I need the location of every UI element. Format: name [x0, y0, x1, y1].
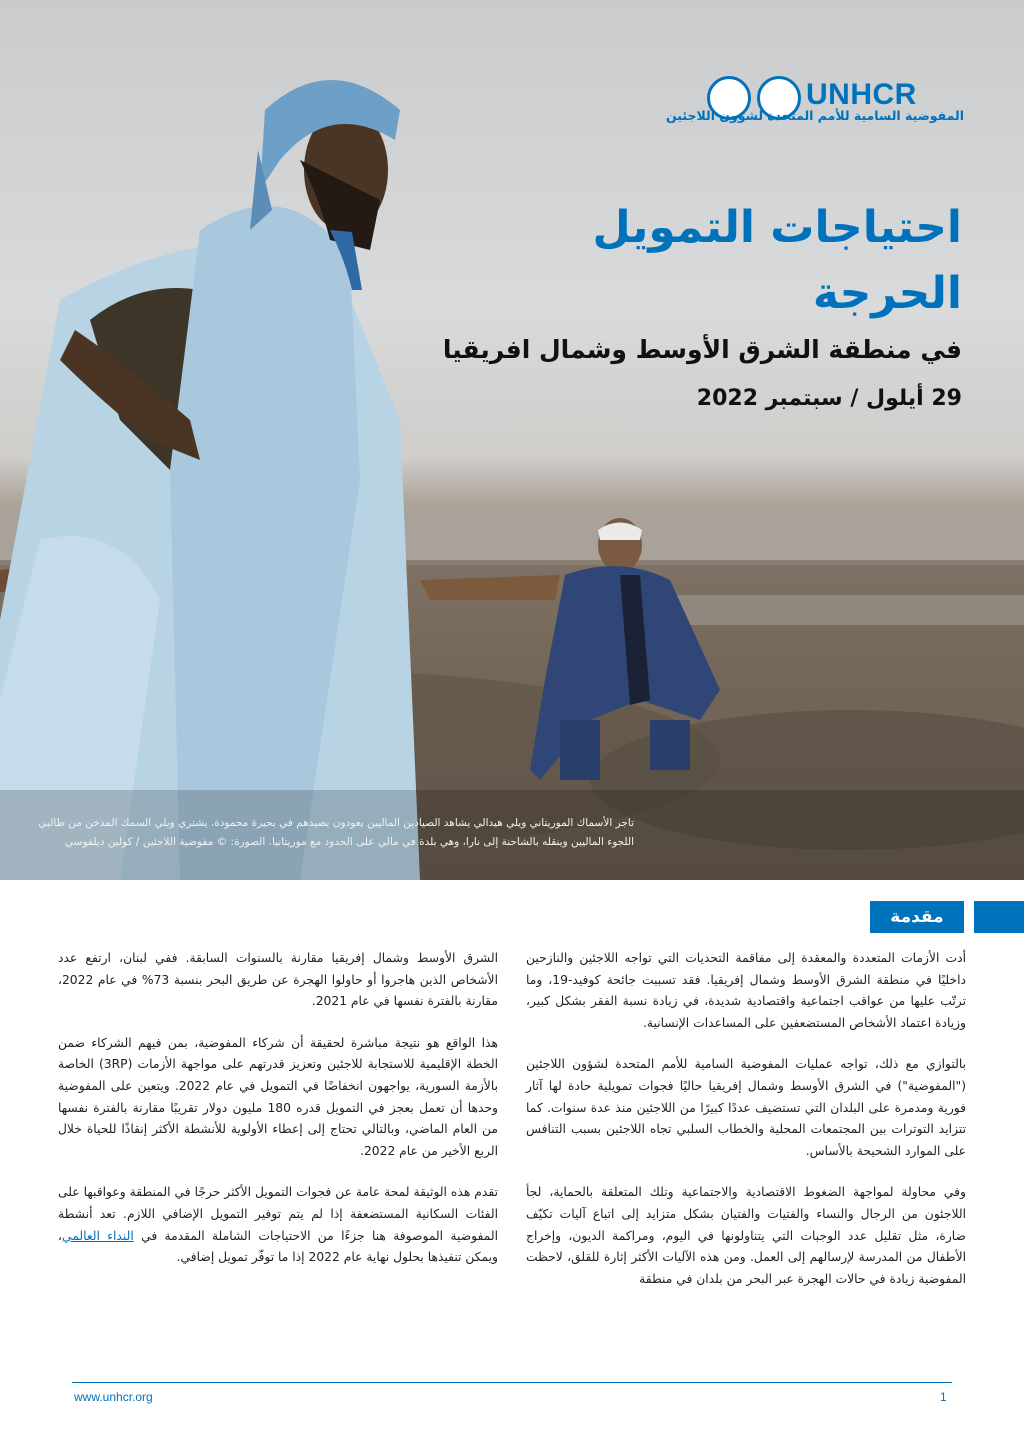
unhcr-logo [574, 76, 964, 132]
paragraph: أدت الأزمات المتعددة والمعقدة إلى مفاقمة التحديات التي تواجه اللاجئين والنازحين داخليًا في منطقة الشرق الأوسط وشمال إفريقيا. فقد تسببت جائحة كوفيد-19، وما ترتّب عليها من عواقب اجتماعية واقتصادية شديدة، في زيادة نسبة الفقر بشكل كبير، وزيادة اعتماد الأشخاص المستضعفين على المساعدات الإنسانية. [526, 951, 966, 1030]
page-subtitle: في منطقة الشرق الأوسط وشمال افريقيا [442, 335, 962, 364]
title-block [442, 195, 962, 411]
page-title-line1: احتياجات التمويل [592, 202, 962, 253]
footer-url-link[interactable]: www.unhcr.org [74, 1390, 153, 1404]
paragraph: وفي محاولة لمواجهة الضغوط الاقتصادية والاجتماعية وتلك المتعلقة بالحماية، لجأ اللاجئون من الرجال والنساء والفتيات والفتيان بشكل متزايد إلى اتباع آليات تكيّف ضارة، مثل تقليل عدد الوجبات التي يتناولونها في اليوم، ومراكمة الديون، وإخراج الأطفال من المدرسة لإرسالهم إلى العمل. ومن هذه الآليات الأكثر إثارة للقلق، لاحظت المفوضية زيادة في حالات الهجرة عبر البحر من بلدان في منطقة [526, 1185, 966, 1286]
photo-caption: تاجر الأسماك الموريتاني ويلي هيدالي يشاهد الصيادين الماليين يعودون بصيدهم في بحيرة محمودة. يشتري ويلي السمك المدخن من طالبي اللجوء الماليين وينقله بالشاحنة إلى نارا، وهي بلدة في مالي على الحدود مع موريتانيا. الصورة: © مفوضية اللاجئين / كولين ديلفوسي [38, 817, 634, 848]
paragraph: هذا الواقع هو نتيجة مباشرة لحقيقة أن شركاء المفوضية، بمن فيهم الشركاء ضمن الخطة الإقليمية للاستجابة للاجئين وتعزيز قدرتهم على مواجهة الأزمات (3RP) الخاصة بالأزمة السورية، يواجهون انخفاضًا في التمويل في عام 2022. ويتعين على المفوضية وحدها أن تعمل بعجز في التمويل قدره 180 مليون دولار تقريبًا مقارنة بالفترة نفسها من العام الماضي، وبالتالي تحتاج إلى إعطاء الأولوية للأنشطة الأكثر إنقاذًا للحياة خلال الربع الأخير من عام 2022. [58, 1035, 499, 1158]
section-bar-accent [974, 901, 1024, 933]
body-column-right [526, 948, 966, 1310]
paragraph [58, 1182, 498, 1268]
footer-divider [72, 1382, 952, 1383]
paragraph: الشرق الأوسط وشمال إفريقيا مقارنة بالسنوات السابقة. ففي لبنان، ارتفع عدد الأشخاص الذين هاجروا أو حاولوا الهجرة عن طريق البحر بنسبة 73% في عام 2022، مقارنة بالفترة نفسها في عام 2021. [58, 951, 498, 1009]
paragraph-text: ، ويمكن تنفيذها بحلول نهاية عام 2022 إذا ما توفّر تمويل إضافي. [58, 1228, 498, 1265]
page-date: 29 أيلول / سبتمبر 2022 [696, 386, 962, 411]
body-column-left [58, 948, 498, 1289]
logo-subtitle: المفوضية السامية للأمم المتحدة لشؤون اللاجئين [666, 108, 964, 123]
section-heading: مقدمة [870, 901, 964, 933]
page-number: 1 [940, 1390, 947, 1404]
standing-man-figure [0, 80, 420, 880]
paragraph-text: تقدم هذه الوثيقة لمحة عامة عن فجوات التمويل الأكثر حرجًا في المنطقة وعواقبها على الفئات السكانية المستضعفة إذا لم يتم توفير التمويل الإضافي اللازم. تعد أنشطة المفوضية الموصوفة هنا جزءًا من الاحتياجات الشاملة المقدمة في [58, 1185, 498, 1243]
page-title-line2: الحرجة [812, 268, 962, 319]
paragraph: بالتوازي مع ذلك، تواجه عمليات المفوضية السامية للأمم المتحدة لشؤون اللاجئين ("المفوضية") في الشرق الأوسط وشمال إفريقيا حاليًا فجوات تمويلية حادة لها آثار فورية ومدمرة على البلدان التي تستضيف عددًا كبيرًا من اللاجئين منذ عدة سنوات. كما تتزايد التوترات بين المجتمعات المحلية والخطاب السلبي تجاه اللاجئين بسبب التنافس على الموارد الشحيحة بالأساس. [526, 1057, 966, 1158]
logo-name: UNHCR [806, 78, 917, 111]
global-appeal-link[interactable]: النداء العالمي [61, 1228, 134, 1243]
